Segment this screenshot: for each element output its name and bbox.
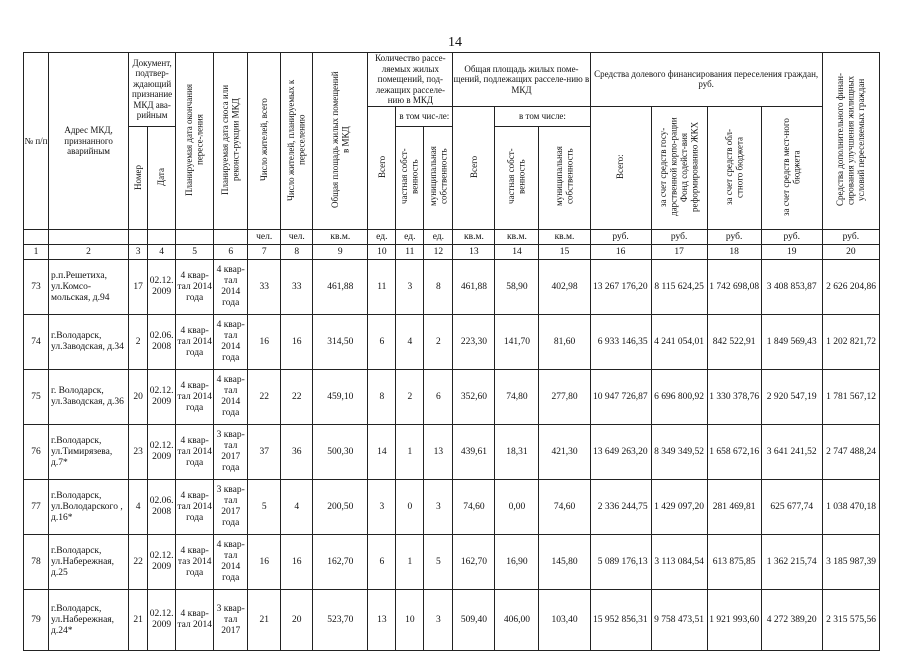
cell-rooms-private: 1 bbox=[396, 425, 424, 480]
page-number: 14 bbox=[448, 35, 462, 50]
cell-f-loc: 1 849 569,43 bbox=[761, 315, 822, 370]
cell-doc-no: 4 bbox=[129, 480, 148, 535]
column-number: 19 bbox=[761, 245, 822, 260]
header-additional: Средства дополнительного финан-сирования улучшения жилищных условий переселяемых граждан bbox=[822, 53, 879, 230]
cell-rooms-total: 11 bbox=[368, 260, 396, 315]
cell-res-total: 16 bbox=[248, 315, 281, 370]
cell-area-total: 439,61 bbox=[453, 425, 495, 480]
header-area-private: частная собст-венность bbox=[495, 126, 539, 229]
cell-rooms-total: 3 bbox=[368, 480, 396, 535]
cell-area-private: 0,00 bbox=[495, 480, 539, 535]
cell-doc-date: 02.06. 2008 bbox=[148, 315, 176, 370]
column-number: 7 bbox=[248, 245, 281, 260]
cell-rooms-mun: 13 bbox=[424, 425, 453, 480]
cell-area-mun: 277,80 bbox=[539, 370, 590, 425]
cell-res-plan: 16 bbox=[281, 315, 313, 370]
cell-rooms-mun: 3 bbox=[424, 590, 453, 651]
header-rooms-municipal: муниципальная собственность bbox=[424, 126, 453, 229]
header-funds-total: Всего: bbox=[590, 106, 651, 230]
unit-cell: ед. bbox=[424, 230, 453, 245]
cell-area-private: 16,90 bbox=[495, 535, 539, 590]
cell-f-total: 2 336 244,75 bbox=[590, 480, 651, 535]
cell-area-total: 509,40 bbox=[453, 590, 495, 651]
cell-f-add: 1 781 567,12 bbox=[822, 370, 879, 425]
header-rooms-total: Всего bbox=[368, 106, 396, 230]
cell-plan-end: 4 квар-тал 2014 года bbox=[176, 370, 214, 425]
unit-cell: чел. bbox=[281, 230, 313, 245]
column-number: 11 bbox=[396, 245, 424, 260]
column-number: 9 bbox=[313, 245, 368, 260]
cell-area-total: 352,60 bbox=[453, 370, 495, 425]
cell-f-fund: 8 115 624,25 bbox=[651, 260, 707, 315]
cell-f-reg: 613 875,85 bbox=[707, 535, 761, 590]
cell-f-fund: 4 241 054,01 bbox=[651, 315, 707, 370]
unit-cell: кв.м. bbox=[313, 230, 368, 245]
header-funds-fund: за счет средств госу-дарственной корпо-рации Фонд содейст-вия реформированию ЖКХ bbox=[651, 106, 707, 230]
cell-n: 77 bbox=[24, 480, 49, 535]
unit-cell: ед. bbox=[396, 230, 424, 245]
cell-f-loc: 2 920 547,19 bbox=[761, 370, 822, 425]
cell-doc-date: 02.12. 2009 bbox=[148, 425, 176, 480]
cell-f-total: 13 649 263,20 bbox=[590, 425, 651, 480]
cell-res-plan: 16 bbox=[281, 535, 313, 590]
cell-area-mun: 74,60 bbox=[539, 480, 590, 535]
cell-rooms-private: 0 bbox=[396, 480, 424, 535]
cell-rooms-mun: 6 bbox=[424, 370, 453, 425]
cell-n: 78 bbox=[24, 535, 49, 590]
column-numbers-row bbox=[24, 245, 880, 260]
cell-rooms-total: 14 bbox=[368, 425, 396, 480]
table-row bbox=[24, 535, 880, 590]
unit-cell: кв.м. bbox=[495, 230, 539, 245]
cell-area-private: 141,70 bbox=[495, 315, 539, 370]
cell-rooms-total: 8 bbox=[368, 370, 396, 425]
cell-rooms-mun: 3 bbox=[424, 480, 453, 535]
cell-address: г.Володарск, ул.Набережная, д.24* bbox=[49, 590, 129, 651]
header-address: Адрес МКД, признанного аварийным bbox=[49, 53, 129, 230]
cell-f-add: 2 315 575,56 bbox=[822, 590, 879, 651]
cell-plan-end: 4 квар-тал 2014 года bbox=[176, 480, 214, 535]
cell-rooms-private: 3 bbox=[396, 260, 424, 315]
cell-n: 76 bbox=[24, 425, 49, 480]
cell-res-total: 16 bbox=[248, 535, 281, 590]
table-row bbox=[24, 590, 880, 651]
cell-address: р.п.Решетиха, ул.Комсо-мольская, д.94 bbox=[49, 260, 129, 315]
cell-rooms-total: 13 bbox=[368, 590, 396, 651]
cell-rooms-mun: 8 bbox=[424, 260, 453, 315]
cell-res-plan: 33 bbox=[281, 260, 313, 315]
header-planned-end: Планируемая дата окончания пересе-ления bbox=[176, 53, 214, 230]
cell-f-reg: 1 330 378,76 bbox=[707, 370, 761, 425]
unit-cell: руб. bbox=[590, 230, 651, 245]
cell-f-loc: 3 641 241,52 bbox=[761, 425, 822, 480]
header-area-municipal: муниципальная собственность bbox=[539, 126, 590, 229]
cell-doc-date: 02.12. 2009 bbox=[148, 590, 176, 651]
cell-f-loc: 4 272 389,20 bbox=[761, 590, 822, 651]
cell-area: 523,70 bbox=[313, 590, 368, 651]
cell-doc-no: 17 bbox=[129, 260, 148, 315]
cell-area-mun: 103,40 bbox=[539, 590, 590, 651]
cell-f-loc: 3 408 853,87 bbox=[761, 260, 822, 315]
column-number: 4 bbox=[148, 245, 176, 260]
cell-f-reg: 1 742 698,08 bbox=[707, 260, 761, 315]
cell-address: г.Володарск, ул.Заводская, д.34 bbox=[49, 315, 129, 370]
table-row bbox=[24, 480, 880, 535]
header-residents-planned: Число жителей, планируемых к переселению bbox=[281, 53, 313, 230]
cell-f-fund: 1 429 097,20 bbox=[651, 480, 707, 535]
cell-doc-no: 23 bbox=[129, 425, 148, 480]
cell-n: 75 bbox=[24, 370, 49, 425]
column-number: 13 bbox=[453, 245, 495, 260]
cell-res-plan: 20 bbox=[281, 590, 313, 651]
cell-f-add: 2 626 204,86 bbox=[822, 260, 879, 315]
cell-rooms-private: 10 bbox=[396, 590, 424, 651]
cell-f-reg: 1 658 672,16 bbox=[707, 425, 761, 480]
cell-res-total: 5 bbox=[248, 480, 281, 535]
cell-area-mun: 145,80 bbox=[539, 535, 590, 590]
cell-doc-date: 02.06. 2008 bbox=[148, 480, 176, 535]
table-row bbox=[24, 370, 880, 425]
cell-plan-demo: 3 квар-тал 2017 года bbox=[214, 480, 248, 535]
column-number: 8 bbox=[281, 245, 313, 260]
cell-area: 459,10 bbox=[313, 370, 368, 425]
header-doc-number: Номер bbox=[129, 126, 148, 229]
cell-area: 314,50 bbox=[313, 315, 368, 370]
cell-address: г.Володарск, ул.Тимирязева, д.7* bbox=[49, 425, 129, 480]
resettlement-table bbox=[23, 52, 880, 651]
column-number: 12 bbox=[424, 245, 453, 260]
cell-doc-date: 02.12. 2009 bbox=[148, 535, 176, 590]
column-number: 10 bbox=[368, 245, 396, 260]
cell-f-fund: 8 349 349,52 bbox=[651, 425, 707, 480]
cell-rooms-mun: 2 bbox=[424, 315, 453, 370]
header-funds-group: Средства долевого финансирования переселения граждан, руб. bbox=[590, 53, 822, 107]
cell-area: 461,88 bbox=[313, 260, 368, 315]
cell-area-private: 18,31 bbox=[495, 425, 539, 480]
cell-f-total: 15 952 856,31 bbox=[590, 590, 651, 651]
column-number: 15 bbox=[539, 245, 590, 260]
cell-res-total: 37 bbox=[248, 425, 281, 480]
cell-area: 162,70 bbox=[313, 535, 368, 590]
column-number: 17 bbox=[651, 245, 707, 260]
cell-plan-end: 4 квар-тал 2014 года bbox=[176, 315, 214, 370]
unit-cell: руб. bbox=[761, 230, 822, 245]
header-rooms-private: частная собст-венность bbox=[396, 126, 424, 229]
cell-area-total: 162,70 bbox=[453, 535, 495, 590]
cell-doc-date: 02.12. 2009 bbox=[148, 370, 176, 425]
cell-area-total: 74,60 bbox=[453, 480, 495, 535]
header-doc-date: Дата bbox=[148, 126, 176, 229]
unit-cell: руб. bbox=[707, 230, 761, 245]
cell-res-total: 22 bbox=[248, 370, 281, 425]
column-number: 14 bbox=[495, 245, 539, 260]
cell-n: 73 bbox=[24, 260, 49, 315]
cell-f-total: 10 947 726,87 bbox=[590, 370, 651, 425]
cell-f-add: 2 747 488,24 bbox=[822, 425, 879, 480]
cell-area-mun: 81,60 bbox=[539, 315, 590, 370]
cell-f-reg: 842 522,91 bbox=[707, 315, 761, 370]
cell-f-total: 13 267 176,20 bbox=[590, 260, 651, 315]
header-area-incl: в том числе: bbox=[495, 106, 590, 126]
column-number: 1 bbox=[24, 245, 49, 260]
cell-f-fund: 6 696 800,92 bbox=[651, 370, 707, 425]
header-planned-demolition: Планируемая дата сноса или реконст-рукции МКД bbox=[214, 53, 248, 230]
cell-res-plan: 36 bbox=[281, 425, 313, 480]
cell-f-total: 5 089 176,13 bbox=[590, 535, 651, 590]
column-number: 2 bbox=[49, 245, 129, 260]
cell-plan-demo: 4 квар-тал 2014 года bbox=[214, 370, 248, 425]
cell-rooms-private: 4 bbox=[396, 315, 424, 370]
cell-plan-end: 4 квар-таз 2014 года bbox=[176, 535, 214, 590]
column-number: 6 bbox=[214, 245, 248, 260]
cell-area-mun: 421,30 bbox=[539, 425, 590, 480]
cell-area-mun: 402,98 bbox=[539, 260, 590, 315]
cell-doc-date: 02.12. 2009 bbox=[148, 260, 176, 315]
cell-area: 200,50 bbox=[313, 480, 368, 535]
header-rooms-group: Количество рассе-ляемых жилых помещений, под-лежащих расселе-нию в МКД bbox=[368, 53, 453, 107]
cell-plan-end: 4 квар-тал 2014 bbox=[176, 590, 214, 651]
cell-plan-demo: 4 квар-тал 2014 года bbox=[214, 260, 248, 315]
cell-res-plan: 4 bbox=[281, 480, 313, 535]
cell-n: 79 bbox=[24, 590, 49, 651]
table-row bbox=[24, 260, 880, 315]
cell-f-fund: 3 113 084,54 bbox=[651, 535, 707, 590]
cell-res-total: 33 bbox=[248, 260, 281, 315]
table-row bbox=[24, 425, 880, 480]
cell-doc-no: 20 bbox=[129, 370, 148, 425]
cell-address: г. Володарск, ул.Заводская, д.36 bbox=[49, 370, 129, 425]
cell-rooms-total: 6 bbox=[368, 535, 396, 590]
cell-f-total: 6 933 146,35 bbox=[590, 315, 651, 370]
cell-f-fund: 9 758 473,51 bbox=[651, 590, 707, 651]
unit-cell: руб. bbox=[822, 230, 879, 245]
column-number: 20 bbox=[822, 245, 879, 260]
cell-plan-end: 4 квар-тал 2014 года bbox=[176, 425, 214, 480]
cell-plan-demo: 4 квар-тал 2014 года bbox=[214, 315, 248, 370]
cell-rooms-private: 1 bbox=[396, 535, 424, 590]
unit-cell: кв.м. bbox=[453, 230, 495, 245]
unit-cell: ед. bbox=[368, 230, 396, 245]
cell-f-add: 1 202 821,72 bbox=[822, 315, 879, 370]
header-area-group: Общая площадь жилых поме-щений, подлежащих расселе-нию в МКД bbox=[453, 53, 590, 107]
unit-cell: кв.м. bbox=[539, 230, 590, 245]
table-row bbox=[24, 315, 880, 370]
header-num: № п/п bbox=[24, 53, 49, 230]
column-number: 16 bbox=[590, 245, 651, 260]
cell-f-reg: 281 469,81 bbox=[707, 480, 761, 535]
cell-rooms-total: 6 bbox=[368, 315, 396, 370]
cell-address: г.Володарск, ул.Володарского , д.16* bbox=[49, 480, 129, 535]
unit-cell: руб. bbox=[651, 230, 707, 245]
cell-plan-end: 4 квар-тал 2014 года bbox=[176, 260, 214, 315]
cell-area-total: 223,30 bbox=[453, 315, 495, 370]
cell-plan-demo: 4 квар-тал 2014 года bbox=[214, 535, 248, 590]
cell-doc-no: 2 bbox=[129, 315, 148, 370]
units-row bbox=[24, 230, 880, 245]
cell-area-private: 406,00 bbox=[495, 590, 539, 651]
cell-res-plan: 22 bbox=[281, 370, 313, 425]
header-total-area: Общая площадь жилых помещений в МКД bbox=[313, 53, 368, 230]
cell-area-total: 461,88 bbox=[453, 260, 495, 315]
cell-f-add: 3 185 987,39 bbox=[822, 535, 879, 590]
cell-doc-no: 22 bbox=[129, 535, 148, 590]
cell-address: г.Володарск, ул.Набережная, д.25 bbox=[49, 535, 129, 590]
cell-f-loc: 625 677,74 bbox=[761, 480, 822, 535]
header-funds-regional: за счет средств обл-стного бюджета bbox=[707, 106, 761, 230]
unit-cell: чел. bbox=[248, 230, 281, 245]
cell-res-total: 21 bbox=[248, 590, 281, 651]
cell-plan-demo: 3 квар-тал 2017 bbox=[214, 590, 248, 651]
cell-area-private: 58,90 bbox=[495, 260, 539, 315]
column-number: 3 bbox=[129, 245, 148, 260]
header-rooms-incl: в том чис-ле: bbox=[396, 106, 453, 126]
header-area-total: Всего bbox=[453, 106, 495, 230]
header-funds-local: за счет средств мест-ного бюджета bbox=[761, 106, 822, 230]
cell-f-add: 1 038 470,18 bbox=[822, 480, 879, 535]
cell-n: 74 bbox=[24, 315, 49, 370]
column-number: 18 bbox=[707, 245, 761, 260]
cell-f-reg: 1 921 993,60 bbox=[707, 590, 761, 651]
header-document: Документ, подтвер-ждающий признание МКД ава-рийным bbox=[129, 53, 176, 127]
cell-rooms-private: 2 bbox=[396, 370, 424, 425]
cell-rooms-mun: 5 bbox=[424, 535, 453, 590]
cell-area: 500,30 bbox=[313, 425, 368, 480]
cell-doc-no: 21 bbox=[129, 590, 148, 651]
cell-f-loc: 1 362 215,74 bbox=[761, 535, 822, 590]
cell-plan-demo: 3 квар-тал 2017 года bbox=[214, 425, 248, 480]
cell-area-private: 74,80 bbox=[495, 370, 539, 425]
column-number: 5 bbox=[176, 245, 214, 260]
header-residents-total: Число жителей, всего bbox=[248, 53, 281, 230]
